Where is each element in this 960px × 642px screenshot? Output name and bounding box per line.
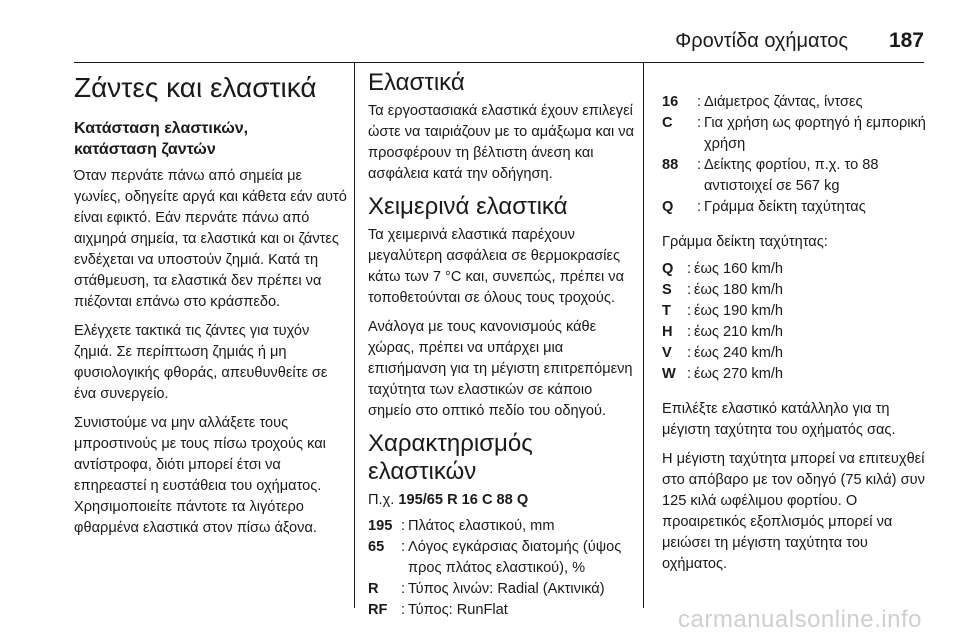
- watermark: carmanualsonline.info: [678, 606, 922, 633]
- list-item: V : έως 240 km/h: [662, 345, 784, 361]
- column-1: [74, 62, 348, 547]
- paragraph-winter-1: Τα χειμερινά ελαστικά παρέχουν μεγαλύτερη ασφάλεια σε θερμοκρασίες κάτω των 7 °C και, συνεπώς, πρέπει να τοποθετούνται σε όλους τους τροχούς.: [368, 227, 625, 306]
- paragraph-winter-2: Ανάλογα με τους κανονισμούς κάθε χώρας, πρέπει να υπάρχει μια επισήμανση για τη μέγιστη επιτρεπόμενη ταχύτητα των ελαστικών σε κάποιο σημείο στο οπτικό πεδίο του οδηγού.: [368, 319, 633, 419]
- list-item: 88 : Δείκτης φορτίου, π.χ. το 88 αντιστοιχεί σε 567 kg: [662, 157, 879, 194]
- page-number: 187: [888, 29, 924, 52]
- list-item: R : Τύπος λινών: Radial (Ακτινικά): [368, 581, 605, 597]
- paragraph-inspect: Ελέγχετε τακτικά τις ζάντες για τυχόν ζημιά. Σε περίπτωση ζημιάς ή μη φυσιολογικής φθοράς, απευθυνθείτε σε ένα συνεργείο.: [74, 323, 328, 402]
- list-item: 16 : Διάμετρος ζάντας, ίντσες: [662, 94, 863, 110]
- heading-tyre-designation: Χαρακτηρισμός ελαστικών: [368, 430, 533, 485]
- paragraph-swap: Συνιστούμε να μην αλλάξετε τους μπροστινούς με τους πίσω τροχούς και αντίστροφα, διότι μπορεί έτσι να επηρεαστεί η ευστάθεια του οχήματος. Χρησιμοποιείτε πάντοτε τα λιγότερο φθαρμένα ελαστικά στον πίσω άξονα.: [74, 415, 326, 536]
- column-3: [662, 92, 930, 583]
- heading-tyres: Ελαστικά: [368, 69, 465, 96]
- list-item: Q : Γράμμα δείκτη ταχύτητας: [662, 199, 866, 215]
- example-prefix: Π.χ.: [368, 492, 399, 508]
- subheading-condition: [74, 118, 348, 160]
- designation-list-continued: [662, 92, 930, 218]
- example-code: 195/65 R 16 C 88 Q: [398, 492, 529, 508]
- list-item: W : έως 270 km/h: [662, 366, 784, 382]
- section-heading-wheels-tyres: Ζάντες και ελαστικά: [74, 72, 317, 103]
- paragraph-tyres: Τα εργοστασιακά ελαστικά έχουν επιλεγεί ώστε να ταιριάζουν με το αμάξωμα και να προσφέρουν τη βέλτιστη άνεση και ασφάλεια κατά την οδήγηση.: [368, 103, 635, 182]
- list-item: RF : Τύπος: RunFlat: [368, 602, 508, 618]
- list-item: 195 : Πλάτος ελαστικού, mm: [368, 518, 555, 534]
- column-2: [368, 62, 636, 621]
- list-item: H : έως 210 km/h: [662, 324, 784, 340]
- subheading-line-2: κατάσταση ζαντών: [74, 141, 216, 158]
- list-item: Q : έως 160 km/h: [662, 261, 784, 277]
- list-item: S : έως 180 km/h: [662, 282, 784, 298]
- list-item: T : έως 190 km/h: [662, 303, 784, 319]
- example-line: [368, 490, 636, 511]
- speed-index-intro: Γράμμα δείκτη ταχύτητας:: [662, 234, 828, 250]
- running-header-title: Φροντίδα οχήματος: [675, 30, 848, 52]
- paragraph-select-tyre: Επιλέξτε ελαστικό κατάλληλο για τη μέγιστη ταχύτητα του οχήματός σας.: [662, 401, 896, 438]
- list-item: 65 : Λόγος εγκάρσιας διατομής (ύψος προς πλάτος ελαστικού), %: [368, 539, 622, 576]
- list-item: C : Για χρήση ως φορτηγό ή εμπορική χρήση: [662, 115, 926, 152]
- heading-winter-tyres: Χειμερινά ελαστικά: [368, 193, 568, 220]
- speed-index-list: [662, 259, 930, 385]
- paragraph-kerbs: Όταν περνάτε πάνω από σημεία με γωνίες, οδηγείτε αργά και κάθετα εάν αυτό είναι εφικτό. Εάν περνάτε πάνω από αιχμηρά σημεία, τα ελαστικά και οι ζάντες ενδέχεται να υποστούν ζημιά. Κατά τη στάθμευση, τα ελαστικά δεν πρέπει να πιέζονται επάνω στο κράσπεδο.: [74, 168, 347, 310]
- designation-list: [368, 516, 636, 621]
- paragraph-max-speed: Η μέγιστη ταχύτητα μπορεί να επιτευχθεί στο απόβαρο με τον οδηγό (75 κιλά) συν 125 κιλά ωφέλιμου φορτίου. Ο προαιρετικός εξοπλισμός μπορεί να μειώσει τη μέγιστη ταχύτητα του οχήματος.: [662, 451, 925, 572]
- column-divider-1: [354, 63, 355, 608]
- column-divider-2: [643, 63, 644, 608]
- subheading-line-1: Κατάσταση ελαστικών,: [74, 120, 249, 137]
